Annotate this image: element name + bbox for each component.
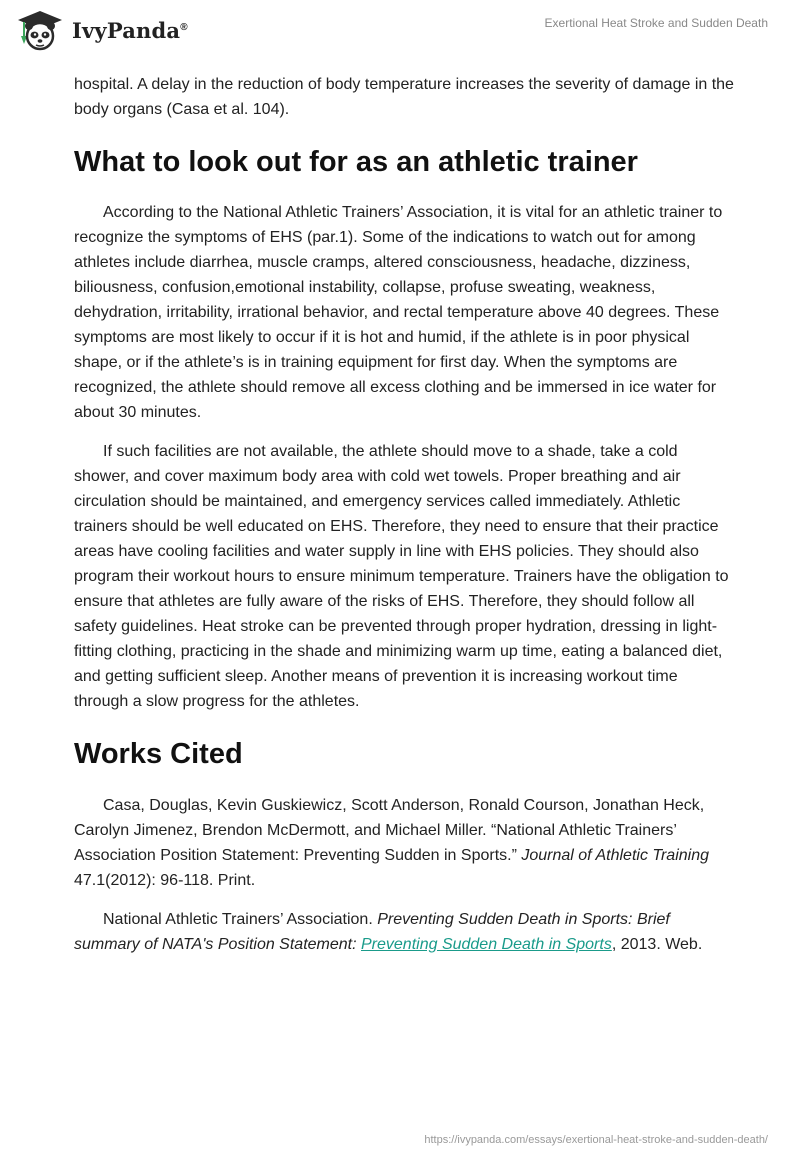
document-title: Exertional Heat Stroke and Sudden Death <box>544 16 768 30</box>
citation-casa <box>74 793 734 893</box>
page-header <box>0 0 800 64</box>
section-heading-works-cited: Works Cited <box>74 738 243 770</box>
citation-tail: , 2013. Web. <box>611 936 703 953</box>
logo-text: IvyPanda® <box>72 17 188 43</box>
footer-url: https://ivypanda.com/essays/exertional-heat-stroke-and-sudden-death/ <box>424 1134 768 1146</box>
citation-nata <box>74 907 734 957</box>
section-heading-athletic-trainer: What to look out for as an athletic trainer <box>74 146 638 178</box>
logo[interactable] <box>14 8 188 52</box>
article-body <box>74 72 734 957</box>
citation-author: National Athletic Trainers’ Association. <box>103 911 378 928</box>
citation-title: Preventing Sudden Death in Sports: Brief summary of NATA's Position Statement: Preventing Sudden Death in Sports <box>74 911 670 953</box>
citation-journal: Journal of Athletic Training <box>521 847 710 864</box>
body-paragraph: According to the National Athletic Trainers’ Association, it is vital for an athletic trainer to recognize the symptoms of EHS (par.1). Some of the indications to watch out for among athletes include diarrhea, muscle cramps, altered consciousness, headache, dizziness, biliousness, confusion,emotional instability, collapse, profuse sweating, weakness, dehydration, irritability, irrational behavior, and rectal temperature above 40 degrees. These symptoms are most likely to occur if it is hot and humid, if the athlete is in poor physical shape, or if the athlete’s is in training equipment for first day. When the symptoms are recognized, the athlete should remove all excess clothing and be immersed in ice water for about 30 minutes. <box>74 204 723 421</box>
body-paragraph: If such facilities are not available, the athlete should move to a shade, take a cold shower, and cover maximum body area with cold wet towels. Proper breathing and air circulation should be maintained, and emergency services called immediately. Athletic trainers should be well educated on EHS. Therefore, they need to ensure that their practice areas have cooling facilities and water supply in line with EHS policies. They should also program their workout hours to ensure minimum temperature. Trainers have the obligation to ensure that athletes are fully aware of the risks of EHS. Therefore, they should follow all safety guidelines. Heat stroke can be prevented through proper hydration, dressing in light-fitting clothing, practicing in the shade and minimizing warm up time, eating a balanced diet, and getting sufficient sleep. Another means of prevention it is increasing workout time through a slow progress for the athletes. <box>74 443 729 710</box>
citation-tail: 47.1(2012): 96-118. Print. <box>74 872 256 889</box>
citation-link[interactable]: Preventing Sudden Death in Sports <box>361 936 612 953</box>
citation-text: Casa, Douglas, Kevin Guskiewicz, Scott Anderson, Ronald Courson, Jonathan Heck, Carolyn Jimenez, Brendon McDermott, and Michael Miller. “National Athletic Trainers’ Association Position Statement: Preventing Sudden in Sports.” <box>74 797 705 864</box>
panda-logo-icon <box>14 8 66 52</box>
intro-paragraph: hospital. A delay in the reduction of body temperature increases the severity of damage in the body organs (Casa et al. 104). <box>74 76 734 118</box>
registered-mark: ® <box>180 21 188 33</box>
